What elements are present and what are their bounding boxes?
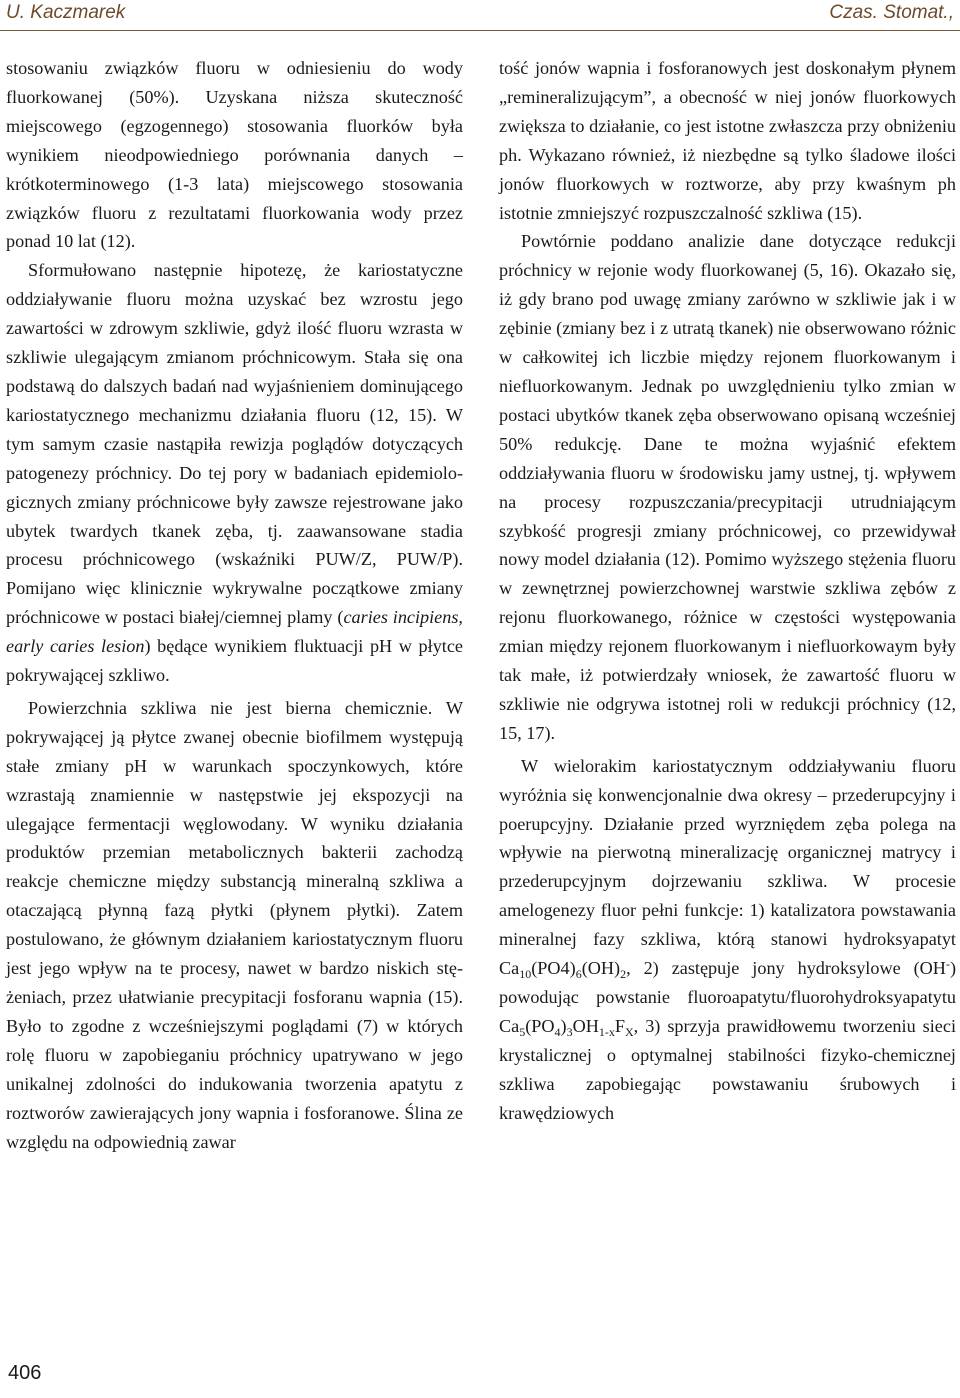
left-paragraph-3: Powierzchnia szkliwa nie jest bierna chemicznie. W pokrywającej ją płytce zwanej obecnie biofilmem występują stałe zmiany pH w warunkach spoczynkowych, które wzrastają znamiennie w następstwie jej ekspozycji na ulegające fermentacji węglowodany. W wyniku działania produktów przemian metabolicznych bakterii zachodzą reakcje chemiczne między substancją mineralną szkliwa a otaczającą płynną fazą płytki (płynem płytki). Zatem postulowano, że głównym działaniem kariostatycznym fluoru jest jego wpływ na te procesy, nawet w bardzo niskich stężeniach, przez ułatwianie precypitacji fosforanu wapnia (15). Było to zgodne z wcześniejszymi poglądami (7) w których rolę fluoru w zapobieganiu próchnicy upatrywano w jego unikalnej zdolności do indukowania tworzenia apatytu z roztworów zawierających jony wapnia i fosforanowe. Ślina ze względu na odpowiednią zawar: [6, 697, 463, 1152]
formula1-sub1: 10: [519, 967, 532, 982]
formula1-ca: Ca: [499, 958, 520, 979]
hydroxyl-charge: -: [945, 957, 950, 972]
right-paragraph-3-text-3: ) powodując powstanie fluoroapatytu/fluorohydroksyapatytu: [499, 958, 956, 1007]
formula2-close: ): [560, 1015, 567, 1036]
formula1-sub3: 2: [620, 967, 627, 982]
running-header-journal: Czas. Stomat.,: [829, 2, 954, 23]
formula2-sub5: X: [625, 1024, 634, 1039]
left-paragraph-1: stosowaniu związków fluoru w odniesieniu do wody fluorkowanej (50%). Uzyskana niższa skuteczność miejscowego (egzogennego) stosowania fluorków była wynikiem nieodpowiedniego porównania danych – krótkoterminowego (1-3 lata) miejscowego stosowania związków fluoru z rezultatami fluorkowania wody przez ponad 10 lat (12).: [6, 58, 463, 252]
left-paragraph-2: [6, 256, 463, 690]
formula-hydroxyapatite: [499, 958, 627, 982]
formula2-sub2: 4: [554, 1024, 561, 1039]
left-paragraph-2-text-a: Sformułowano następnie hipotezę, że kariostatyczne oddziaływanie fluoru można uzyskać bez wzrostu jego zawartości w zdrowym szkliwie, gdyż ilość fluoru wzrasta w szkliwie ulegającym zmianom próchnicowym. Stała się ona podstawą do dalszych badań nad wyjaśnieniem dominującego kariostatycznego mechanizmu działania fluoru (12, 15). W tym samym czasie nastąpiła rewizja poglądów dotyczących patogenezy próchnicy. Do tej pory w badaniach epidemiologicznych zmiany próchnicowe były zawsze rejestrowane jako ubytek twardych tkanek zęba, tj. zaawansowane stadia procesu próchnicowego (wskaźniki PUW/Z, PUW/P). Pomijano więc klinicznie wykrywalne początkowe zmiany próchnicowe w postaci białej/ciemnej plamy (: [6, 260, 463, 628]
formula1-oh: (OH): [581, 958, 621, 979]
right-paragraph-3-text: W wielorakim kariostatycznym oddziaływaniu fluoru wyróżnia się konwencjonalnie dwa okresy – przederupcyjny i poerupcyjny. Działanie przed wyrzniędem zęba polega na wpływie na pierwotną mineralizację organicznej matrycy i przederupcyjnym dojrzewaniu szkliwa. W procesie amelogenezy fluor pełni funkcje: 1) katalizatora powstawania mineralnej fazy szkliwa, którą stanowi hydroksyapatyt: [499, 755, 956, 950]
left-column: [6, 54, 463, 1156]
left-paragraph-2-italic: caries incipiens, early caries lesion: [6, 607, 463, 657]
formula1-sub2: 6: [575, 967, 582, 982]
formula1-po: (PO4): [531, 958, 576, 979]
formula-fluorohydroxyapatite: [499, 1015, 634, 1039]
formula2-f: F: [614, 1015, 625, 1036]
left-paragraph-2-text-b: ) będące wynikiem fluktuacji pH w płytce pokrywającej szkliwo.: [6, 636, 463, 686]
formula2-oh: OH: [572, 1015, 599, 1036]
formula2-sub1: 5: [519, 1024, 526, 1039]
header-rule: [0, 30, 960, 31]
formula2-sub3: 3: [566, 1024, 573, 1039]
formula2-po: (PO: [525, 1015, 555, 1036]
formula2-ca: Ca: [499, 1015, 520, 1036]
right-paragraph-3-text-2: , 2) zastępuje jony hydroksylowe (OH: [626, 958, 946, 979]
right-paragraph-3: [499, 752, 956, 1128]
right-paragraph-2: Powtórnie poddano analizie dane dotyczące redukcji próchnicy w rejonie wody fluorkowanej (5, 16). Okazało się, iż gdy brano pod uwagę zmiany zarówno w szkliwie jak i w zębinie (zmiany bez i z utratą tkanek) nie obserwowano różnic w całkowitej ich liczbie między rejonem fluorkowanym i niefluorkowanym. Jednak po uwzględnieniu tylko zmian w postaci ubytków tkanek zęba obserwowano opisaną wcześniej 50% redukcję. Dane te można wyjaśnić efektem oddziaływania fluoru w środowisku jamy ustnej, tj. wpływem na procesy rozpuszczania/precypitacji utrudniającym szybkość progresji zmiany próchnicowej, co przewidywał nowy model działania (12). Pomimo wyższego stężenia fluoru w zewnętrznej powierzchownej warstwie szkliwa zębów z rejonu fluorkowanego, różnice w częstości występowania zmian między rejonem fluorkowanym i niefluorkowaym były tak małe, iż potwierdzały wniosek, że zawartość fluoru w szkliwie nie odgrywa istotnej roli w redukcji próchnicy (12, 15, 17).: [499, 231, 956, 743]
right-paragraph-1: tość jonów wapnia i fosforanowych jest doskonałym płynem „remineralizującym”, a obecność w niej jonów fluorkowych zwiększa to działanie, co jest istotne zwłaszcza przy obniżeniu ph. Wykazano również, iż niezbędne są tylko śladowe ilości jonów fluorkowych w roztworze, aby przy kwaśnym ph istotnie zmniejszyć rozpuszczalność szkliwa (15).: [499, 58, 956, 223]
right-column: [499, 54, 956, 1128]
running-header-author: U. Kaczmarek: [6, 2, 126, 23]
right-paragraph-3-text-4: , 3) sprzyja prawidłowemu tworzeniu sieci krystalicznej o optymalnej stabilności fizyko-chemicznej szkliwa zapobiegając powstawaniu śrubowych i krawędziowych: [499, 1015, 956, 1123]
page-number: 406: [8, 1362, 42, 1384]
formula2-sub4: 1-x: [598, 1024, 615, 1039]
